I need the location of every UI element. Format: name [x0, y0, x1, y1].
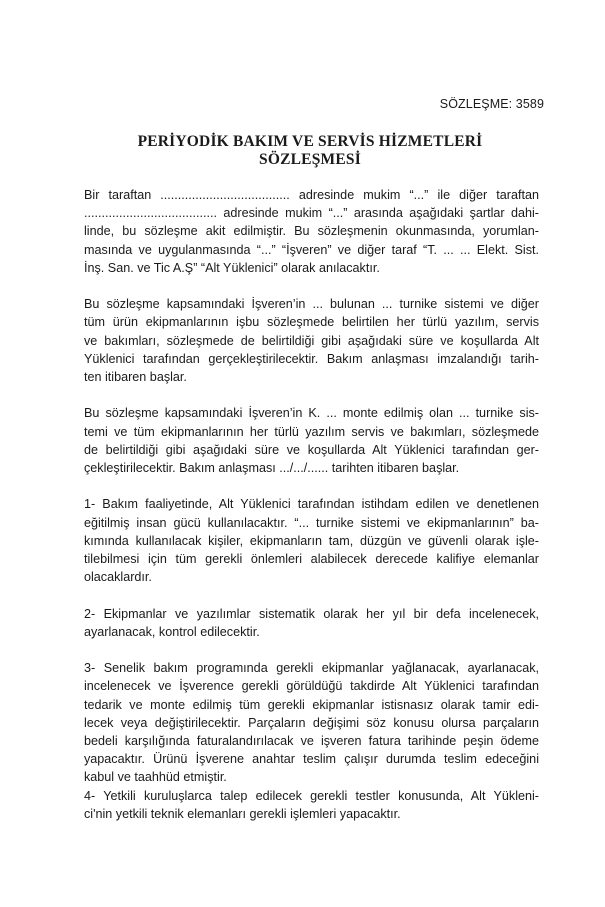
document-body [84, 186, 539, 823]
paragraph-line: olacaklardır. [84, 570, 152, 585]
paragraph-line: bedeli karşılığında faturalandırılacak ve işveren fatura tarihinde peşin ödeme [84, 734, 539, 749]
title-line-1: PERİYODİK BAKIM VE SERVİS HİZMETLERİ [137, 133, 483, 150]
paragraph-5 [84, 605, 539, 641]
paragraph-line: 2- Ekipmanlar ve yazılımlar sistematik olarak her yıl bir defa incelenecek, [84, 606, 539, 621]
paragraph-line: linde, bu sözleşme akit edilmiştir. Bu sözleşmenin okunmasında, yorumlan- [84, 224, 539, 239]
paragraph-line: de belirtildiği gibi aşağıdaki süre ve koşullarda Alt Yüklenici tarafından ger- [84, 442, 539, 457]
paragraph-line: eğitilmiş insan gücü kullanılacaktır. “... turnike sistemi ve ekipmanlarının” ba- [84, 515, 539, 530]
paragraph-line: ve bakımları, sözleşmede de belirtildiği gibi aşağıdaki süre ve koşullarda Alt [84, 333, 539, 348]
paragraph-7 [84, 787, 539, 823]
document-title [110, 133, 510, 169]
paragraph-line: ci'nin yetkili teknik elemanları gerekli işlemleri yapacaktır. [84, 806, 401, 821]
paragraph-line: Bir taraftan ..................................... adresinde mukim “...” ile diğer taraftan [84, 188, 539, 202]
paragraph-line: Bu sözleşme kapsamındaki İşveren’in ... bulunan ... turnike sistemi ve diğer [84, 297, 539, 312]
paragraph-line: 1- Bakım faaliyetinde, Alt Yüklenici tarafından istihdam edilen ve denetlenen [84, 497, 539, 512]
paragraph-1 [84, 186, 539, 277]
paragraph-line: kabul ve taahhüd etmiştir. [84, 770, 227, 785]
paragraph-line: lecek veya değiştirilecektir. Parçaların değişimi söz konusu olursa parçaların [84, 715, 539, 730]
paragraph-line: 4- Yetkili kuruluşlarca talep edilecek gerekli testler konusunda, Alt Yükleni- [84, 788, 539, 803]
paragraph-line: çekleştirilecektir. Bakım anlaşması .../.../...... tarihten itibaren başlar. [84, 461, 460, 476]
paragraph-line: tedarik ve monte edilmiş tüm gerekli ekipmanlar istisnasız olarak tamir edi- [84, 697, 539, 712]
paragraph-line: ten itibaren başlar. [84, 370, 187, 385]
paragraph-line: temi ve tüm ekipmanlarının her türlü yazılım servis ve bakımları, sözleşmede [84, 424, 539, 439]
paragraph-line: kımında kullanılacak kişiler, ekipmanların tam, düzgün ve güvenli olarak işle- [84, 533, 539, 548]
paragraph-line: yapacaktır. Ürünü İşverene anahtar teslim çalışır durumda teslim edeceğini [84, 752, 539, 767]
paragraph-2 [84, 295, 539, 386]
paragraph-line: masında ve uygulanmasında “...” “İşveren” ve diğer taraf “T. ... ... Elekt. Sist. [84, 242, 539, 257]
paragraph-line: incelenecek ve İşverence gerekli görüldüğü takdirde Alt Yüklenici tarafından [84, 679, 539, 694]
paragraph-4 [84, 495, 539, 586]
paragraph-line: tüm ürün ekipmanlarının işbu sözleşmede belirtilen her türlü yazılım, servis [84, 315, 539, 330]
title-line-2: SÖZLEŞMESİ [259, 151, 361, 168]
paragraph-line: ayarlanacak, kontrol edilecektir. [84, 624, 260, 639]
paragraph-line: ...................................... adresinde mukim “...” arasında aşağıdaki şartlar dahi- [84, 206, 539, 221]
paragraph-3 [84, 404, 539, 477]
paragraph-line: 3- Senelik bakım programında gerekli ekipmanlar yağlanacak, ayarlanacak, [84, 661, 539, 676]
paragraph-line: Bu sözleşme kapsamındaki İşveren’in K. ... monte edilmiş olan ... turnike sis- [84, 406, 539, 421]
paragraph-line: İnş. San. ve Tic A.Ş” “Alt Yüklenici” olarak anılacaktır. [84, 260, 380, 275]
paragraph-6 [84, 659, 539, 786]
contract-number: SÖZLEŞME: 3589 [439, 97, 544, 111]
paragraph-line: tilebilmesi için tüm gerekli önlemleri alabilecek derecede kalifiye elemanlar [84, 552, 539, 567]
paragraph-line: Yüklenici tarafından gerçekleştirilecektir. Bakım anlaşması imzalandığı tarih- [84, 351, 539, 366]
